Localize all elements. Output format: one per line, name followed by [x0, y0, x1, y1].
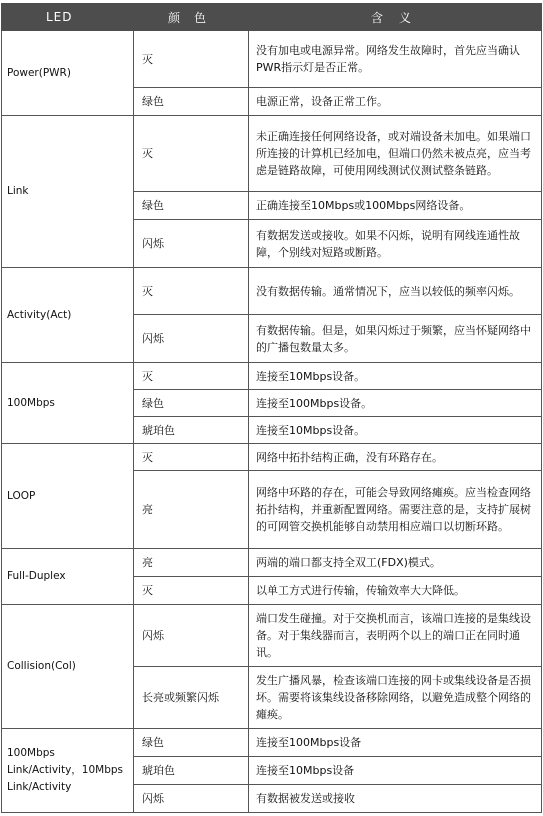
led-meaning: 连接至100Mbps设备。: [249, 390, 542, 417]
led-meaning: 正确连接至10Mbps或100Mbps网络设备。: [249, 192, 542, 220]
table-row: [2, 549, 542, 577]
led-meaning: 有数据传输。但是，如果闪烁过于频繁，应当怀疑网络中的广播包数量太多。: [249, 315, 542, 363]
header-color: 颜色: [134, 4, 249, 31]
led-color: 长亮或频繁闪烁: [134, 667, 249, 729]
led-color: 绿色: [134, 729, 249, 757]
led-name-power: Power(PWR): [2, 31, 134, 116]
led-meaning: 端口发生碰撞。对于交换机而言，该端口连接的是集线设备。对于集线器而言，表明两个以上的端口正在同时通讯。: [249, 605, 542, 667]
header-led: LED: [2, 4, 134, 31]
led-meaning: 连接至10Mbps设备。: [249, 417, 542, 444]
led-color: 灭: [134, 31, 249, 88]
led-color: 琥珀色: [134, 417, 249, 444]
table-row: [2, 268, 542, 315]
table-row: [2, 605, 542, 667]
led-color: 绿色: [134, 88, 249, 116]
led-meaning: 没有数据传输。通常情况下，应当以较低的频率闪烁。: [249, 268, 542, 315]
led-color: 灭: [134, 444, 249, 471]
led-color: 灭: [134, 268, 249, 315]
led-meaning: 发生广播风暴，检查该端口连接的网卡或集线设备是否损坏。需要将该集线设备移除网络，以避免造成整个网络的瘫痪。: [249, 667, 542, 729]
led-meaning: 电源正常，设备正常工作。: [249, 88, 542, 116]
led-color: 灭: [134, 363, 249, 390]
led-meaning: 连接至100Mbps设备: [249, 729, 542, 757]
table-header-row: [2, 4, 542, 31]
led-name-full-duplex: Full-Duplex: [2, 549, 134, 605]
led-color: 绿色: [134, 192, 249, 220]
table-row: [2, 31, 542, 88]
led-color: 闪烁: [134, 315, 249, 363]
led-meaning: 网络中环路的存在，可能会导致网络瘫痪。应当检查网络拓扑结构，并重新配置网络。需要注意的是，支持扩展树的可网管交换机能够自动禁用相应端口以切断环路。: [249, 471, 542, 549]
header-meaning: 含义: [249, 4, 542, 31]
led-status-table: [1, 3, 542, 813]
led-color: 绿色: [134, 390, 249, 417]
led-meaning: 以单工方式进行传输，传输效率大大降低。: [249, 577, 542, 605]
led-name-100mbps: 100Mbps: [2, 363, 134, 444]
led-name-collision: Collision(Col): [2, 605, 134, 729]
led-color: 闪烁: [134, 605, 249, 667]
led-color: 亮: [134, 549, 249, 577]
table-row: [2, 729, 542, 757]
led-name-link: Link: [2, 116, 134, 268]
table-row: [2, 363, 542, 390]
led-meaning: 有数据被发送或接收: [249, 785, 542, 813]
led-meaning: 网络中拓扑结构正确，没有环路存在。: [249, 444, 542, 471]
table-row: [2, 444, 542, 471]
led-meaning: 连接至10Mbps设备。: [249, 363, 542, 390]
led-meaning: 没有加电或电源异常。网络发生故障时，首先应当确认PWR指示灯是否正常。: [249, 31, 542, 88]
led-color: 亮: [134, 471, 249, 549]
led-meaning: 有数据发送或接收。如果不闪烁，说明有网线连通性故障，个别线对短路或断路。: [249, 220, 542, 268]
led-color: 灭: [134, 577, 249, 605]
led-color: 琥珀色: [134, 757, 249, 785]
led-name-link-activity: 100Mbps Link/Activity，10Mbps Link/Activity: [2, 729, 134, 813]
led-color: 闪烁: [134, 785, 249, 813]
led-name-loop: LOOP: [2, 444, 134, 549]
led-meaning: 两端的端口都支持全双工(FDX)模式。: [249, 549, 542, 577]
led-color: 闪烁: [134, 220, 249, 268]
table-row: [2, 116, 542, 192]
led-name-activity: Activity(Act): [2, 268, 134, 363]
led-meaning: 连接至10Mbps设备: [249, 757, 542, 785]
led-color: 灭: [134, 116, 249, 192]
led-meaning: 未正确连接任何网络设备，或对端设备未加电。如果端口所连接的计算机已经加电，但端口仍然未被点亮，应当考虑是链路故障，可使用网线测试仪测试整条链路。: [249, 116, 542, 192]
